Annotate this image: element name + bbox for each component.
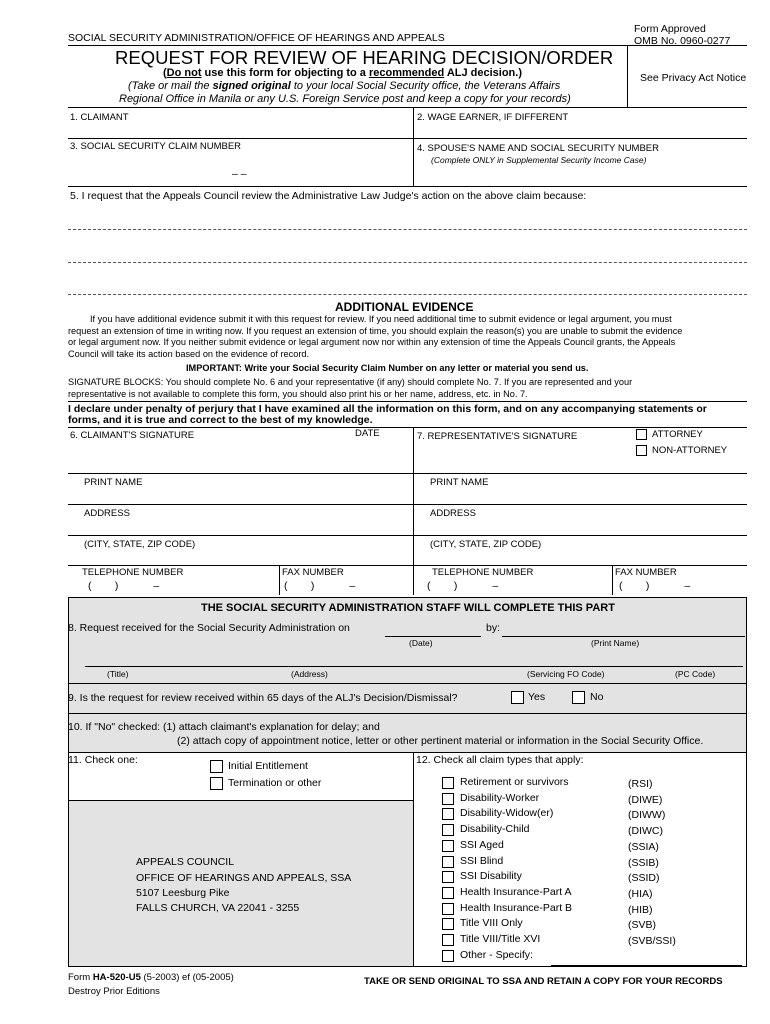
no-checkbox[interactable]	[572, 691, 585, 704]
rep-print-name-field[interactable]	[430, 489, 740, 503]
evidence-text-4: Council will take its action based on the evidence of record.	[68, 348, 310, 359]
wage-earner-field[interactable]	[417, 124, 745, 136]
spouse-note: (Complete ONLY in Supplemental Security Income Case)	[431, 155, 647, 165]
claim-type-label: Disability-Worker	[460, 792, 540, 804]
attorney-label: ATTORNEY	[652, 429, 703, 440]
spouse-field[interactable]	[431, 168, 741, 182]
representative-signature-field[interactable]	[417, 445, 627, 470]
take-or-send-note: TAKE OR SEND ORIGINAL TO SSA AND RETAIN A COPY FOR YOUR RECORDS	[364, 976, 723, 987]
claim-type-label: Retirement or survivors	[460, 776, 569, 788]
claimant-print-name-label: PRINT NAME	[84, 477, 143, 488]
received-label: 8. Request received for the Social Security Administration on	[68, 622, 350, 634]
claim-type-code: (SVB)	[628, 919, 657, 931]
rep-telephone-field[interactable]: ( ) –	[427, 580, 499, 592]
claim-type-label: SSI Disability	[460, 870, 522, 882]
form-id: Form HA-520-U5 (5-2003) ef (05-2005)	[68, 972, 234, 983]
signature-blocks-1: SIGNATURE BLOCKS: You should complete No. 6 and your representative (if any) should complete No. 7. If you are represented and your	[68, 377, 633, 387]
review-reason-field[interactable]	[68, 205, 747, 295]
claimant-print-name-field[interactable]	[84, 489, 404, 503]
claim-type-code: (HIB)	[628, 904, 653, 916]
attorney-checkbox[interactable]	[636, 429, 647, 440]
address-caption: (Address)	[291, 669, 328, 679]
agency-name: SOCIAL SECURITY ADMINISTRATION/OFFICE OF HEARINGS AND APPEALS	[68, 32, 445, 44]
claimant-telephone-field[interactable]: ( ) –	[88, 580, 160, 592]
wage-earner-label: 2. WAGE EARNER, IF DIFFERENT	[417, 112, 569, 123]
spouse-label: 4. SPOUSE'S NAME AND SOCIAL SECURITY NUMBER	[417, 143, 660, 154]
rep-city-label: (CITY, STATE, ZIP CODE)	[430, 539, 542, 550]
date-label: DATE	[355, 428, 380, 439]
yes-checkbox[interactable]	[511, 691, 524, 704]
non-attorney-checkbox[interactable]	[636, 445, 647, 456]
staff-heading: THE SOCIAL SECURITY ADMINISTRATION STAFF WILL COMPLETE THIS PART	[201, 602, 615, 614]
page-title: REQUEST FOR REVIEW OF HEARING DECISION/ORDER	[115, 47, 614, 68]
declaration-2: forms, and it is true and correct to the best of my knowledge.	[68, 414, 373, 426]
claimant-fax-label: FAX NUMBER	[282, 567, 344, 578]
claim-type-code: (DIWE)	[628, 794, 663, 806]
council-line-3: 5107 Leesburg Pike	[136, 887, 230, 899]
non-attorney-label: NON-ATTORNEY	[652, 445, 728, 456]
evidence-text-2: request an extension of time in writing now. If you request an extension of time, you should explain the reason(s) you are unable to submit the evidence	[68, 325, 683, 336]
council-line-4: FALLS CHURCH, VA 22041 - 3255	[136, 902, 300, 914]
claim-type-code: (HIA)	[628, 888, 653, 900]
privacy-notice: See Privacy Act Notice	[640, 72, 747, 84]
claimant-telephone-label: TELEPHONE NUMBER	[82, 567, 184, 578]
rep-fax-label: FAX NUMBER	[615, 567, 677, 578]
claim-type-checkbox[interactable]	[442, 808, 454, 820]
claimant-city-label: (CITY, STATE, ZIP CODE)	[84, 539, 196, 550]
received-date-line	[385, 636, 481, 637]
within-65-days-label: 9. Is the request for review received within 65 days of the ALJ's Decision/Dismissal?	[68, 692, 458, 704]
check-one-label: 11. Check one:	[68, 754, 138, 766]
claim-type-checkbox[interactable]	[442, 840, 454, 852]
declaration-1: I declare under penalty of perjury that I have examined all the information on this form, and on any accompanying statements or	[68, 403, 707, 415]
subtitle-line-2: (Take or mail the signed original to your local Social Security office, the Veterans Affairs	[128, 80, 561, 92]
claim-type-label: Disability-Child	[460, 823, 530, 835]
initial-entitlement-checkbox[interactable]	[210, 760, 223, 773]
form-approved: Form Approved	[634, 23, 706, 35]
termination-label: Termination or other	[228, 777, 322, 789]
claim-type-label: SSI Blind	[460, 855, 504, 867]
signature-blocks-2: representative is not available to complete this form, you should also print his or her name, address, etc. in No. 7.	[68, 388, 528, 399]
by-label: by:	[486, 622, 501, 634]
rep-address-field[interactable]	[430, 520, 740, 534]
claim-type-label: SSI Aged	[460, 839, 504, 851]
claim-type-code: (SSIA)	[628, 841, 659, 853]
claim-type-code: (SSID)	[628, 872, 660, 884]
claim-type-checkbox[interactable]	[442, 824, 454, 836]
claim-type-checkbox[interactable]	[442, 903, 454, 915]
claimant-address-label: ADDRESS	[84, 508, 130, 519]
claim-type-code: (SSIB)	[628, 857, 659, 869]
rep-print-name-label: PRINT NAME	[430, 477, 489, 488]
rep-address-label: ADDRESS	[430, 508, 476, 519]
claim-number-field[interactable]: – –	[232, 168, 247, 180]
representative-signature-label: 7. REPRESENTATIVE'S SIGNATURE	[417, 431, 578, 442]
claim-type-checkbox[interactable]	[442, 934, 454, 946]
council-line-2: OFFICE OF HEARINGS AND APPEALS, SSA	[136, 872, 352, 884]
subtitle-line-1: (Do not use this form for objecting to a recommended ALJ decision.)	[163, 67, 522, 79]
claimant-address-field[interactable]	[84, 520, 404, 534]
omb-number: OMB No. 0960-0277	[634, 35, 731, 47]
other-specify-line	[551, 965, 742, 966]
claim-type-label: Title VIII Only	[460, 917, 523, 929]
received-date-field[interactable]	[385, 622, 481, 636]
claim-type-code: (DIWW)	[628, 809, 666, 821]
claim-type-label: Other - Specify:	[460, 949, 533, 961]
title-caption: (Title)	[107, 669, 129, 679]
claim-type-label: Title VIII/Title XVI	[460, 933, 541, 945]
date-caption: (Date)	[409, 638, 433, 648]
no-label: No	[590, 691, 604, 703]
evidence-heading: ADDITIONAL EVIDENCE	[335, 300, 474, 314]
claim-type-label: Health Insurance-Part A	[460, 886, 572, 898]
rep-fax-field[interactable]: ( ) –	[619, 580, 691, 592]
yes-label: Yes	[528, 691, 546, 703]
destroy-note: Destroy Prior Editions	[68, 986, 160, 997]
fo-code-caption: (Servicing FO Code)	[527, 669, 605, 679]
if-no-instruction-1: 10. If "No" checked: (1) attach claimant's explanation for delay; and	[68, 721, 380, 733]
claim-type-checkbox[interactable]	[442, 856, 454, 868]
evidence-text-3: or legal argument now. If you neither submit evidence or legal argument now nor within any extension of time the Appeals Council grants, the Appeals	[68, 337, 676, 348]
claimant-signature-label: 6. CLAIMANT'S SIGNATURE	[70, 430, 195, 441]
council-line-1: APPEALS COUNCIL	[136, 856, 235, 868]
claimant-label: 1. CLAIMANT	[70, 112, 129, 123]
claim-type-code: (SVB/SSI)	[628, 935, 676, 947]
if-no-instruction-2: (2) attach copy of appointment notice, letter or other pertinent material or information in the Social Security Office.	[177, 735, 704, 747]
claim-type-code: (DIWC)	[628, 825, 663, 837]
claimant-signature-field[interactable]	[70, 442, 410, 470]
claim-type-checkbox[interactable]	[442, 950, 454, 962]
rep-telephone-label: TELEPHONE NUMBER	[432, 567, 534, 578]
claim-type-label: Health Insurance-Part B	[460, 902, 573, 914]
claim-type-checkbox[interactable]	[442, 777, 454, 789]
claim-type-checkbox[interactable]	[442, 918, 454, 930]
evidence-text-1: If you have additional evidence submit it with this request for review. If you need additional time to submit evidence or legal argument, you must	[90, 314, 672, 324]
office-info-field[interactable]	[85, 650, 743, 666]
received-by-field[interactable]	[502, 622, 745, 636]
claimant-city-field[interactable]	[84, 551, 404, 563]
claim-type-checkbox[interactable]	[442, 887, 454, 899]
received-by-line	[502, 636, 745, 637]
claim-number-label: 3. SOCIAL SECURITY CLAIM NUMBER	[70, 141, 242, 152]
claim-type-checkbox[interactable]	[442, 793, 454, 805]
claim-type-label: Disability-Widow(er)	[460, 807, 554, 819]
termination-checkbox[interactable]	[210, 777, 223, 790]
other-specify-field[interactable]	[551, 950, 742, 965]
claim-type-code: (RSI)	[628, 778, 653, 790]
print-name-caption: (Print Name)	[591, 638, 640, 648]
claimant-fax-field[interactable]: ( ) –	[284, 580, 356, 592]
important-note: IMPORTANT: Write your Social Security Claim Number on any letter or material you send us.	[186, 363, 589, 373]
claimant-field[interactable]	[70, 124, 410, 136]
claim-types-label: 12. Check all claim types that apply:	[416, 754, 584, 766]
initial-entitlement-label: Initial Entitlement	[228, 760, 308, 772]
review-reason-label: 5. I request that the Appeals Council review the Administrative Law Judge's action on the above claim because:	[70, 190, 587, 202]
rep-city-field[interactable]	[430, 551, 740, 563]
pc-code-caption: (PC Code)	[675, 669, 716, 679]
claim-type-checkbox[interactable]	[442, 871, 454, 883]
subtitle-line-3: Regional Office in Manila or any U.S. Foreign Service post and keep a copy for your records)	[119, 93, 571, 105]
